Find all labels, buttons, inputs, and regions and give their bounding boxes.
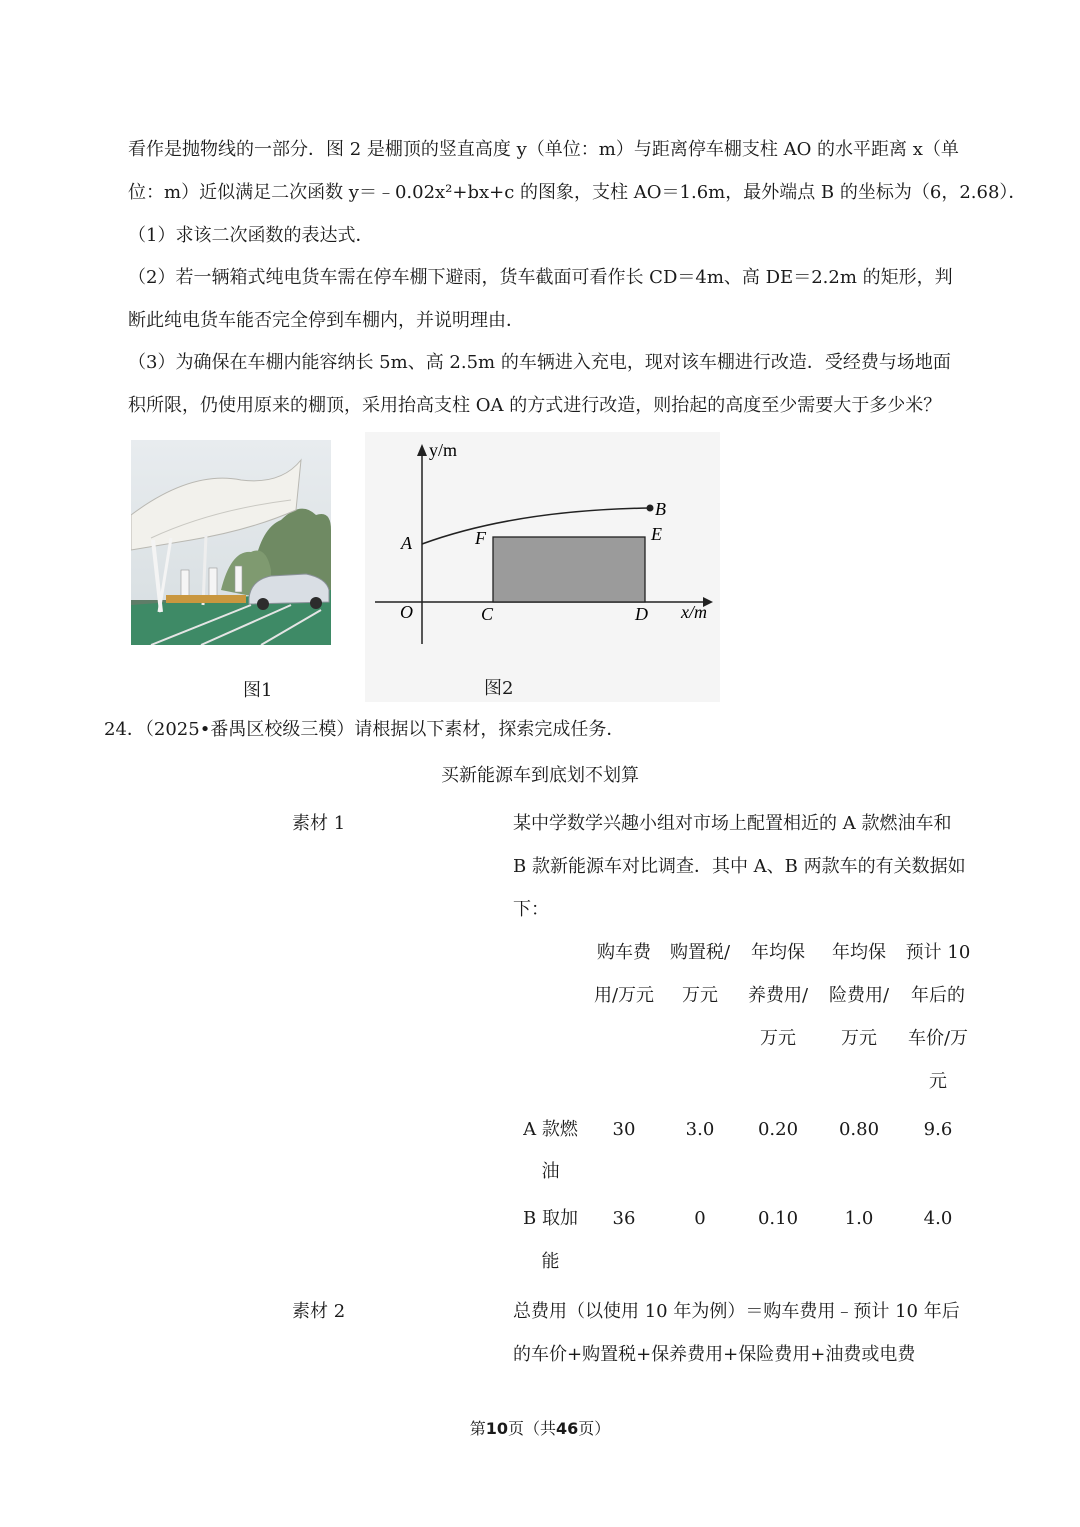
header-5-line-4: 元 [929,1071,947,1092]
figure-2-caption: 图2 [484,678,514,699]
truck-rectangle [493,537,645,602]
p23-question-2-a: （2）若一辆箱式纯电货车需在停车棚下避雨，货车截面可看作长 CD＝4m、高 DE＝2.2m 的矩形，判 [128,267,953,288]
label-o: O [400,602,413,622]
p23-question-1: （1）求该二次函数的表达式． [128,225,374,246]
y-axis-label: y/m [429,440,458,460]
header-4-line-2: 险费用/ [828,985,890,1006]
footer-mid: 页（共 [507,1419,556,1438]
figure-1-caption: 图1 [243,680,273,701]
page-footer [0,1416,1080,1439]
p23-line-2: 位：m）近似满足二次函数 y＝﹣0.02x²+bx+c 的图象，支柱 AO＝1.6m，最外端点 B 的坐标为（6，2.68）． [128,182,1027,203]
label-c: C [481,604,494,624]
footer-total-pages: 46 [556,1419,579,1438]
material-1-label: 素材 1 [292,813,346,834]
header-4-line-3: 万元 [841,1028,877,1049]
header-1-line-2: 用/万元 [593,985,655,1006]
p24-heading: 24．（2025•番禺区校级三模）请根据以下素材，探索完成任务． [104,719,625,740]
material-1-line-1: 某中学数学兴趣小组对市场上配置相近的 A 款燃油车和 [513,813,952,834]
row-a-value: 0.20 [757,1119,799,1140]
header-5-line-2: 年后的 [911,985,965,1006]
footer-page-number: 10 [485,1419,508,1438]
row-b-name-line-2: 能 [541,1251,560,1272]
row-b-value: 0 [694,1208,706,1229]
header-1-line-1: 购车费 [597,942,651,963]
header-3-line-3: 万元 [760,1028,796,1049]
row-b-value: 4.0 [923,1208,953,1229]
footer-suffix: 页） [578,1419,611,1438]
header-2-line-1: 购置税/ [669,942,731,963]
header-3-line-2: 养费用/ [747,985,809,1006]
p23-line-1: 看作是抛物线的一部分．图 2 是棚顶的竖直高度 y（单位：m）与距离停车棚支柱 AO 的水平距离 x（单 [128,139,959,160]
material-1-line-2: B 款新能源车对比调查．其中 A、B 两款车的有关数据如 [513,856,966,877]
row-a-name-line-1: A 款燃 [523,1119,578,1140]
material-1-line-3: 下： [513,899,549,920]
p23-question-2-b: 断此纯电货车能否完全停到车棚内，并说明理由． [128,310,524,331]
footer-prefix: 第 [469,1419,486,1438]
label-d: D [635,604,648,624]
row-a-value: 0.80 [838,1119,880,1140]
row-a-name-line-2: 油 [541,1161,560,1182]
row-a-value: 3.0 [685,1119,715,1140]
row-a-value: 30 [612,1119,636,1140]
figure-1-photo [131,440,331,645]
header-4-line-1: 年均保 [832,942,886,963]
p23-question-3-b: 积所限，仍使用原来的棚顶，采用抬高支柱 OA 的方式进行改造，则抬起的高度至少需要大于多少米？ [128,395,942,416]
label-f: F [475,528,486,548]
row-b-value: 36 [612,1208,636,1229]
p23-question-3-a: （3）为确保在车棚内能容纳长 5m、高 2.5m 的车辆进入充电，现对该车棚进行改造．受经费与场地面 [128,352,951,373]
row-b-name-line-1: B 取加 [523,1208,578,1229]
label-e: E [651,524,662,544]
label-a: A [401,533,412,553]
x-axis-label: x/m [681,602,707,622]
header-2-line-2: 万元 [682,985,718,1006]
figure-2-graph [365,432,720,702]
material-2-line-2: 的车价+购置税+保养费用+保险费用+油费或电费 [513,1344,916,1365]
header-5-line-3: 车价/万 [907,1028,969,1049]
row-a-value: 9.6 [923,1119,953,1140]
p24-title: 买新能源车到底划不划算 [441,765,639,786]
row-b-value: 1.0 [844,1208,874,1229]
header-3-line-1: 年均保 [751,942,805,963]
row-b-value: 0.10 [757,1208,799,1229]
material-2-label: 素材 2 [292,1301,346,1322]
header-5-line-1: 预计 10 [905,942,971,963]
label-b: B [655,499,666,519]
material-2-line-1: 总费用（以使用 10 年为例）＝购车费用﹣预计 10 年后 [513,1301,960,1322]
point-b-dot [647,505,654,512]
